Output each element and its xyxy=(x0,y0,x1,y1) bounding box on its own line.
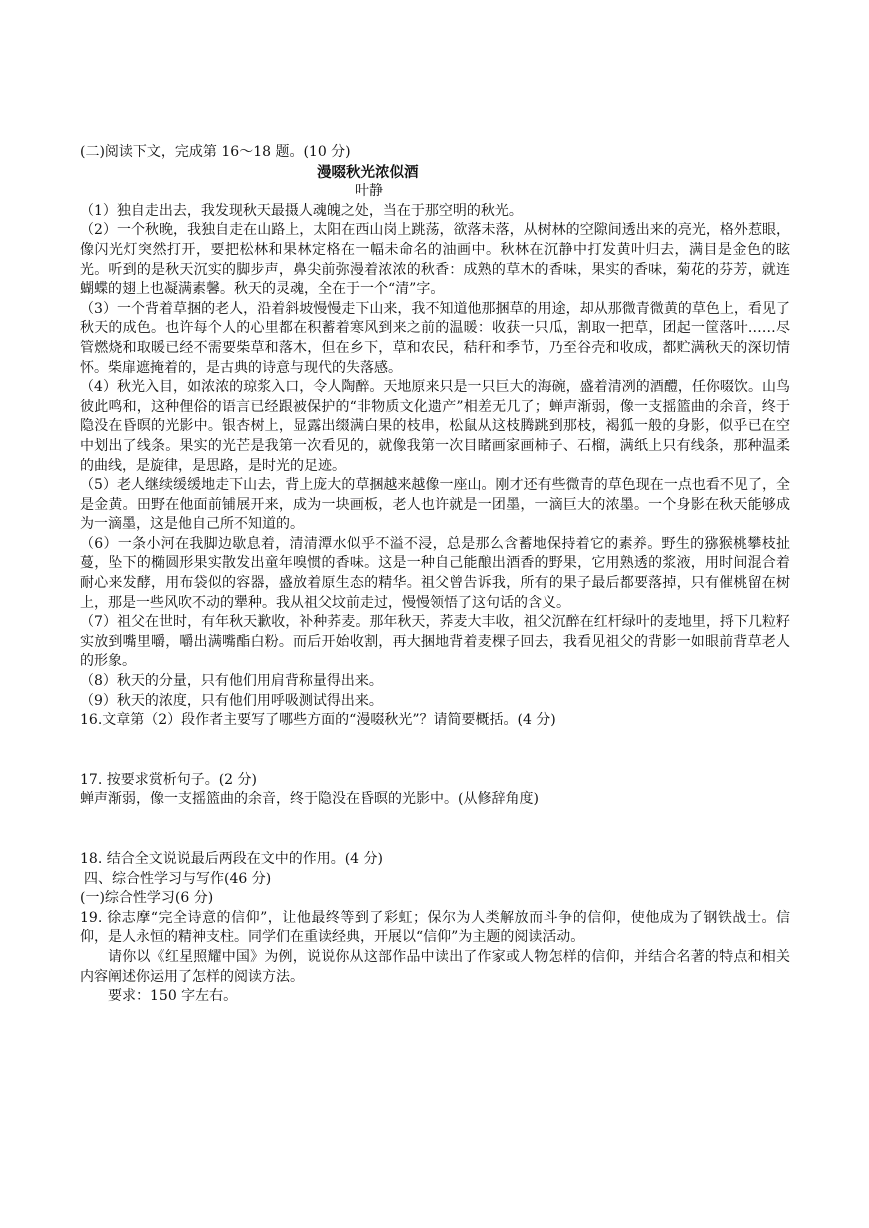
article-author: 叶静 xyxy=(355,183,383,200)
question-19-task: 请你以《红星照耀中国》为例，说说你从这部作品中读出了作家或人物怎样的信仰，并结合名著的特点和相关内容阐述你运用了怎样的阅读方法。 xyxy=(80,948,790,985)
paragraph-6: （6）一条小河在我脚边歇息着，清清潭水似乎不溢不浸，总是那么含蓄地保持着它的素养。野生的猕猴桃攀枝扯蔓，坠下的椭圆形果实散发出童年嗅惯的香味。这是一种自己能酿出酒香的野果，它用熟透的浆液，用时间混合着耐心来发酵，用布袋似的容器，盛放着原生态的精华。祖父曾告诉我，所有的果子最后都要落掉，只有催桃留在树上，那是一些风吹不动的犟种。我从祖父坟前走过，慢慢领悟了这句话的含义。 xyxy=(80,535,790,611)
paragraph-3: （3）一个背着草捆的老人，沿着斜坡慢慢走下山来，我不知道他那捆草的用途，却从那微青微黄的草色上，看见了秋天的成色。也许每个人的心里都在积蓄着寒风到来之前的温暖：收获一只瓜，割取一把草，团起一筐落叶……尽管燃烧和取暖已经不需要柴草和落木，但在乡下，草和农民，秸秆和季节，乃至谷壳和收成，都贮满秋天的深切情怀。柴扉遮掩着的，是古典的诗意与现代的失落感。 xyxy=(80,300,790,376)
question-19: 19. 徐志摩“完全诗意的信仰”，让他最终等到了彩虹；保尔为人类解放而斗争的信仰，使他成为了钢铁战士。信仰，是人永恒的精神支柱。同学们在重读经典，开展以“信仰”为主题的阅读活动。 xyxy=(80,909,790,946)
part4-sub-heading: (一)综合性学习(6 分) xyxy=(80,890,214,907)
paragraph-1: （1）独自走出去，我发现秋天最摄人魂魄之处，当在于那空明的秋光。 xyxy=(80,202,523,219)
paragraph-4: （4）秋光入目，如浓浓的琼浆入口，令人陶醉。天地原来只是一只巨大的海碗，盛着清冽的酒醴，任你啜饮。山鸟彼此鸣和，这种俚俗的语言已经跟被保护的“非物质文化遗产”相差无几了；蝉声渐弱，像一支摇篮曲的余音，终于隐没在昏暝的光影中。银杏树上，显露出缀满白果的枝串，松鼠从这枝腾跳到那枝，褐狐一般的身影，似乎已在空中划出了线条。果实的光芒是我第一次看见的，就像我第一次目睹画家画柿子、石榴，满纸上只有线条，那种温柔的曲线，是旋律，是思路，是时光的足迹。 xyxy=(80,379,790,474)
answer-space-17[interactable] xyxy=(80,810,790,850)
paragraph-8: （8）秋天的分量，只有他们用肩背称量得出来。 xyxy=(80,673,383,690)
part4-heading: 四、综合性学习与写作(46 分) xyxy=(84,870,272,887)
question-19-requirement: 要求：150 字左右。 xyxy=(108,988,238,1005)
question-17-sentence: 蝉声渐弱，像一支摇篮曲的余音，终于隐没在昏暝的光影中。(从修辞角度) xyxy=(80,791,539,808)
paragraph-7: （7）祖父在世时，有年秋天歉收，补种荞麦。那年秋天，荞麦大丰收，祖父沉醉在红杆绿叶的麦地里，捋下几粒籽实放到嘴里嚼，嚼出满嘴酯白粉。而后开始收割，再大捆地背着麦棵子回去，我看见祖父的背影一如眼前背草老人的形象。 xyxy=(80,614,790,670)
question-16: 16.文章第（2）段作者主要写了哪些方面的“漫啜秋光”？请简要概括。(4 分) xyxy=(80,712,556,729)
paragraph-9: （9）秋天的浓度，只有他们用呼吸测试得出来。 xyxy=(80,692,383,709)
question-18: 18. 结合全文说说最后两段在文中的作用。(4 分) xyxy=(80,851,383,867)
answer-space-16[interactable] xyxy=(80,731,790,771)
question-17-title: 17. 按要求赏析句子。(2 分) xyxy=(80,771,257,788)
article-title: 漫啜秋光浓似酒 xyxy=(317,163,419,181)
section-heading: (二)阅读下文，完成第 16～18 题。(10 分) xyxy=(80,144,351,160)
paragraph-5: （5）老人继续缓缓地走下山去，背上庞大的草捆越来越像一座山。刚才还有些微青的草色现在一点也看不见了，全是金黄。田野在他面前铺展开来，成为一块画板，老人也许就是一团墨，一滴巨大的浓墨。一个身影在秋天能够成为一滴墨，这是他自己所不知道的。 xyxy=(80,477,790,533)
exam-page xyxy=(80,143,790,1007)
paragraph-2: （2）一个秋晚，我独自走在山路上，太阳在西山岗上跳荡，欲落未落，从树林的空隙间透出来的亮光，格外惹眼，像闪光灯突然打开，要把松林和果林定格在一幅未命名的油画中。秋林在沉静中打发黄叶归去，满目是金色的眩光。听到的是秋天沉实的脚步声，鼻尖前弥漫着浓浓的秋香：成熟的草木的香味，果实的香味，菊花的芬芳，就连蝴蝶的翅上也凝满素馨。秋天的灵魂，全在于一个“清”字。 xyxy=(80,222,790,298)
